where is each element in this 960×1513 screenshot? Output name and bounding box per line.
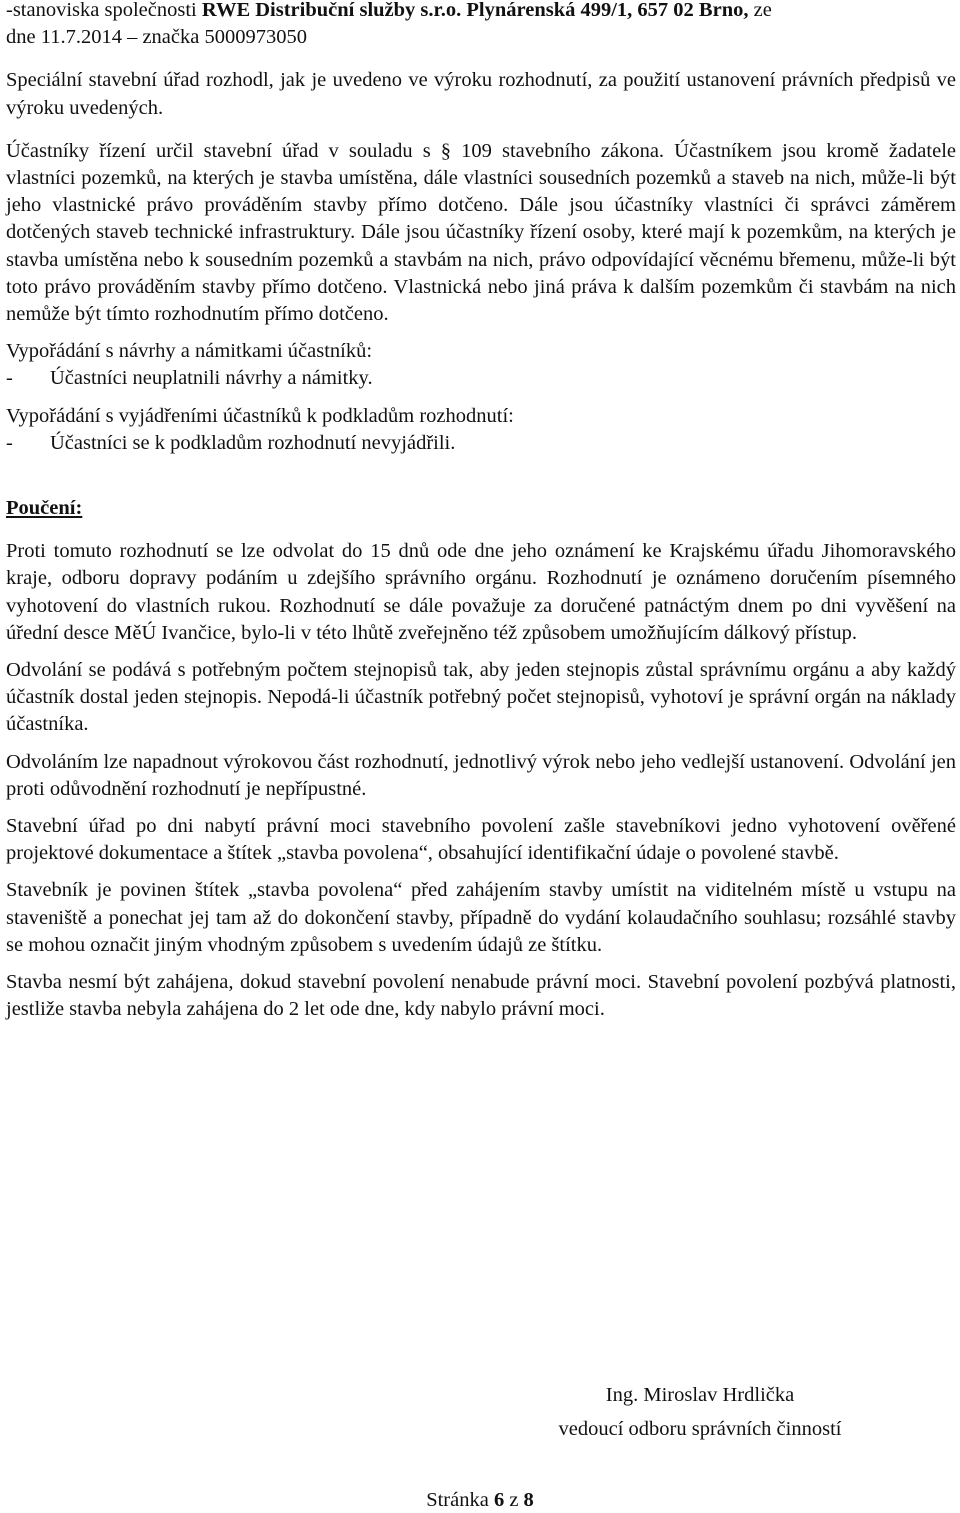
document-page [6,0,956,1024]
instruction-paragraph-scope: Odvoláním lze napadnout výrokovou část rozhodnutí, jednotlivý výrok nebo jeho vedlejší ustanovení. Odvolání jen proti odůvodnění rozhodnutí je nepřípustné. [6,750,956,800]
page-total: 8 [523,1489,534,1511]
list-dash: - [6,431,13,454]
header-line2: dne 11.7.2014 – značka 5000973050 [6,26,307,49]
signatory-name: Ing. Miroslav Hrdlička [605,1384,795,1406]
list-item-text: Účastníci neuplatnili návrhy a námitky. [50,367,373,390]
paragraph-statements-heading: Vypořádání s vyjádřeními účastníků k podkladům rozhodnutí: [6,404,514,427]
header-text [6,0,956,51]
instruction-paragraph-copies: Odvolání se podává s potřebným počtem stejnopisů tak, aby jeden stejnopis zůstal správnímu orgánu a aby každý účastník dostal jeden stejnopis. Nepodá-li účastník potřebný počet stejnopisů, vyhotoví je správní orgán na náklady účastníka. [6,659,956,736]
header-line1-suffix: ze [748,0,772,21]
page-current: 6 [493,1489,505,1511]
list-dash: - [6,367,13,390]
header-line1-prefix: -stanoviska společnosti [6,0,202,21]
page-label: Stránka [426,1489,494,1511]
signatory-title: vedoucí odboru správních činností [558,1418,842,1440]
paragraph-decision: Speciální stavební úřad rozhodl, jak je uvedeno ve výroku rozhodnutí, za použití ustanovení právních předpisů ve výroku uvedených. [6,69,956,119]
instruction-heading: Poučení: [6,497,83,520]
page-separator: z [504,1489,524,1511]
page-number [380,1488,580,1512]
instruction-paragraph-label: Stavebník je povinen štítek „stavba povolena“ před zahájením stavby umístit na viditelném místě u vstupu na staveniště a ponechat jej tam až do dokončení stavby, případně do vydání kolaudačního souhlasu; rozsáhlé stavby se mohou označit jiným vhodným způsobem s uvedením údajů ze štítku. [6,879,956,956]
list-item-text: Účastníci se k podkladům rozhodnutí nevyjádřili. [50,431,456,454]
signature-block [500,1378,900,1446]
list-item [6,365,956,392]
header-line1-company: RWE Distribuční služby s.r.o. Plynárenská 499/1, 657 02 Brno, [201,0,749,21]
instruction-paragraph-validity: Stavba nesmí být zahájena, dokud stavební povolení nenabude právní moci. Stavební povolení pozbývá platnosti, jestliže stavba nebyla zahájena do 2 let ode dne, kdy nabylo právní moci. [6,971,956,1021]
instruction-paragraph-documentation: Stavební úřad po dni nabytí právní moci stavebního povolení zašle stavebníkovi jedno vyhotovení ověřené projektové dokumentace a štítek „stavba povolena“, obsahující identifikační údaje o povolené stavbě. [6,815,956,865]
paragraph-participants: Účastníky řízení určil stavební úřad v souladu s § 109 stavebního zákona. Účastníkem jsou kromě žadatele vlastníci pozemků, na kterých je stavba umístěna, dále vlastníci sousedních pozemků a staveb na nich, může-li být jeho vlastnické právo prováděním stavby přímo dotčeno. Dále jsou účastníky vlastníci či správci záměrem dotčených staveb technické infrastruktury. Dále jsou účastníky řízení osoby, které mají k pozemkům, na kterých je stavba umístěna nebo k sousedním pozemků a stavbám na nich, právo odpovídající věcnému břemenu, může-li být toto právo prováděním stavby přímo dotčeno. Vlastnická nebo jiná práva k dalším pozemkům či stavbám na nich nemůže být tímto rozhodnutím přímo dotčeno. [6,139,956,326]
list-item [6,430,956,457]
instruction-paragraph-appeal: Proti tomuto rozhodnutí se lze odvolat do 15 dnů ode dne jeho oznámení ke Krajskému úřadu Jihomoravského kraje, odboru dopravy podáním u zdejšího správního orgánu. Rozhodnutí je oznámeno doručením písemného vyhotovení do vlastních rukou. Rozhodnutí se dále považuje za doručené patnáctým dnem po dni vyvěšení na úřední desce MěÚ Ivančice, bylo-li v této lhůtě zveřejněno též způsobem umožňujícím dálkový přístup. [6,540,956,644]
paragraph-proposals-heading: Vypořádání s návrhy a námitkami účastníků: [6,340,373,363]
